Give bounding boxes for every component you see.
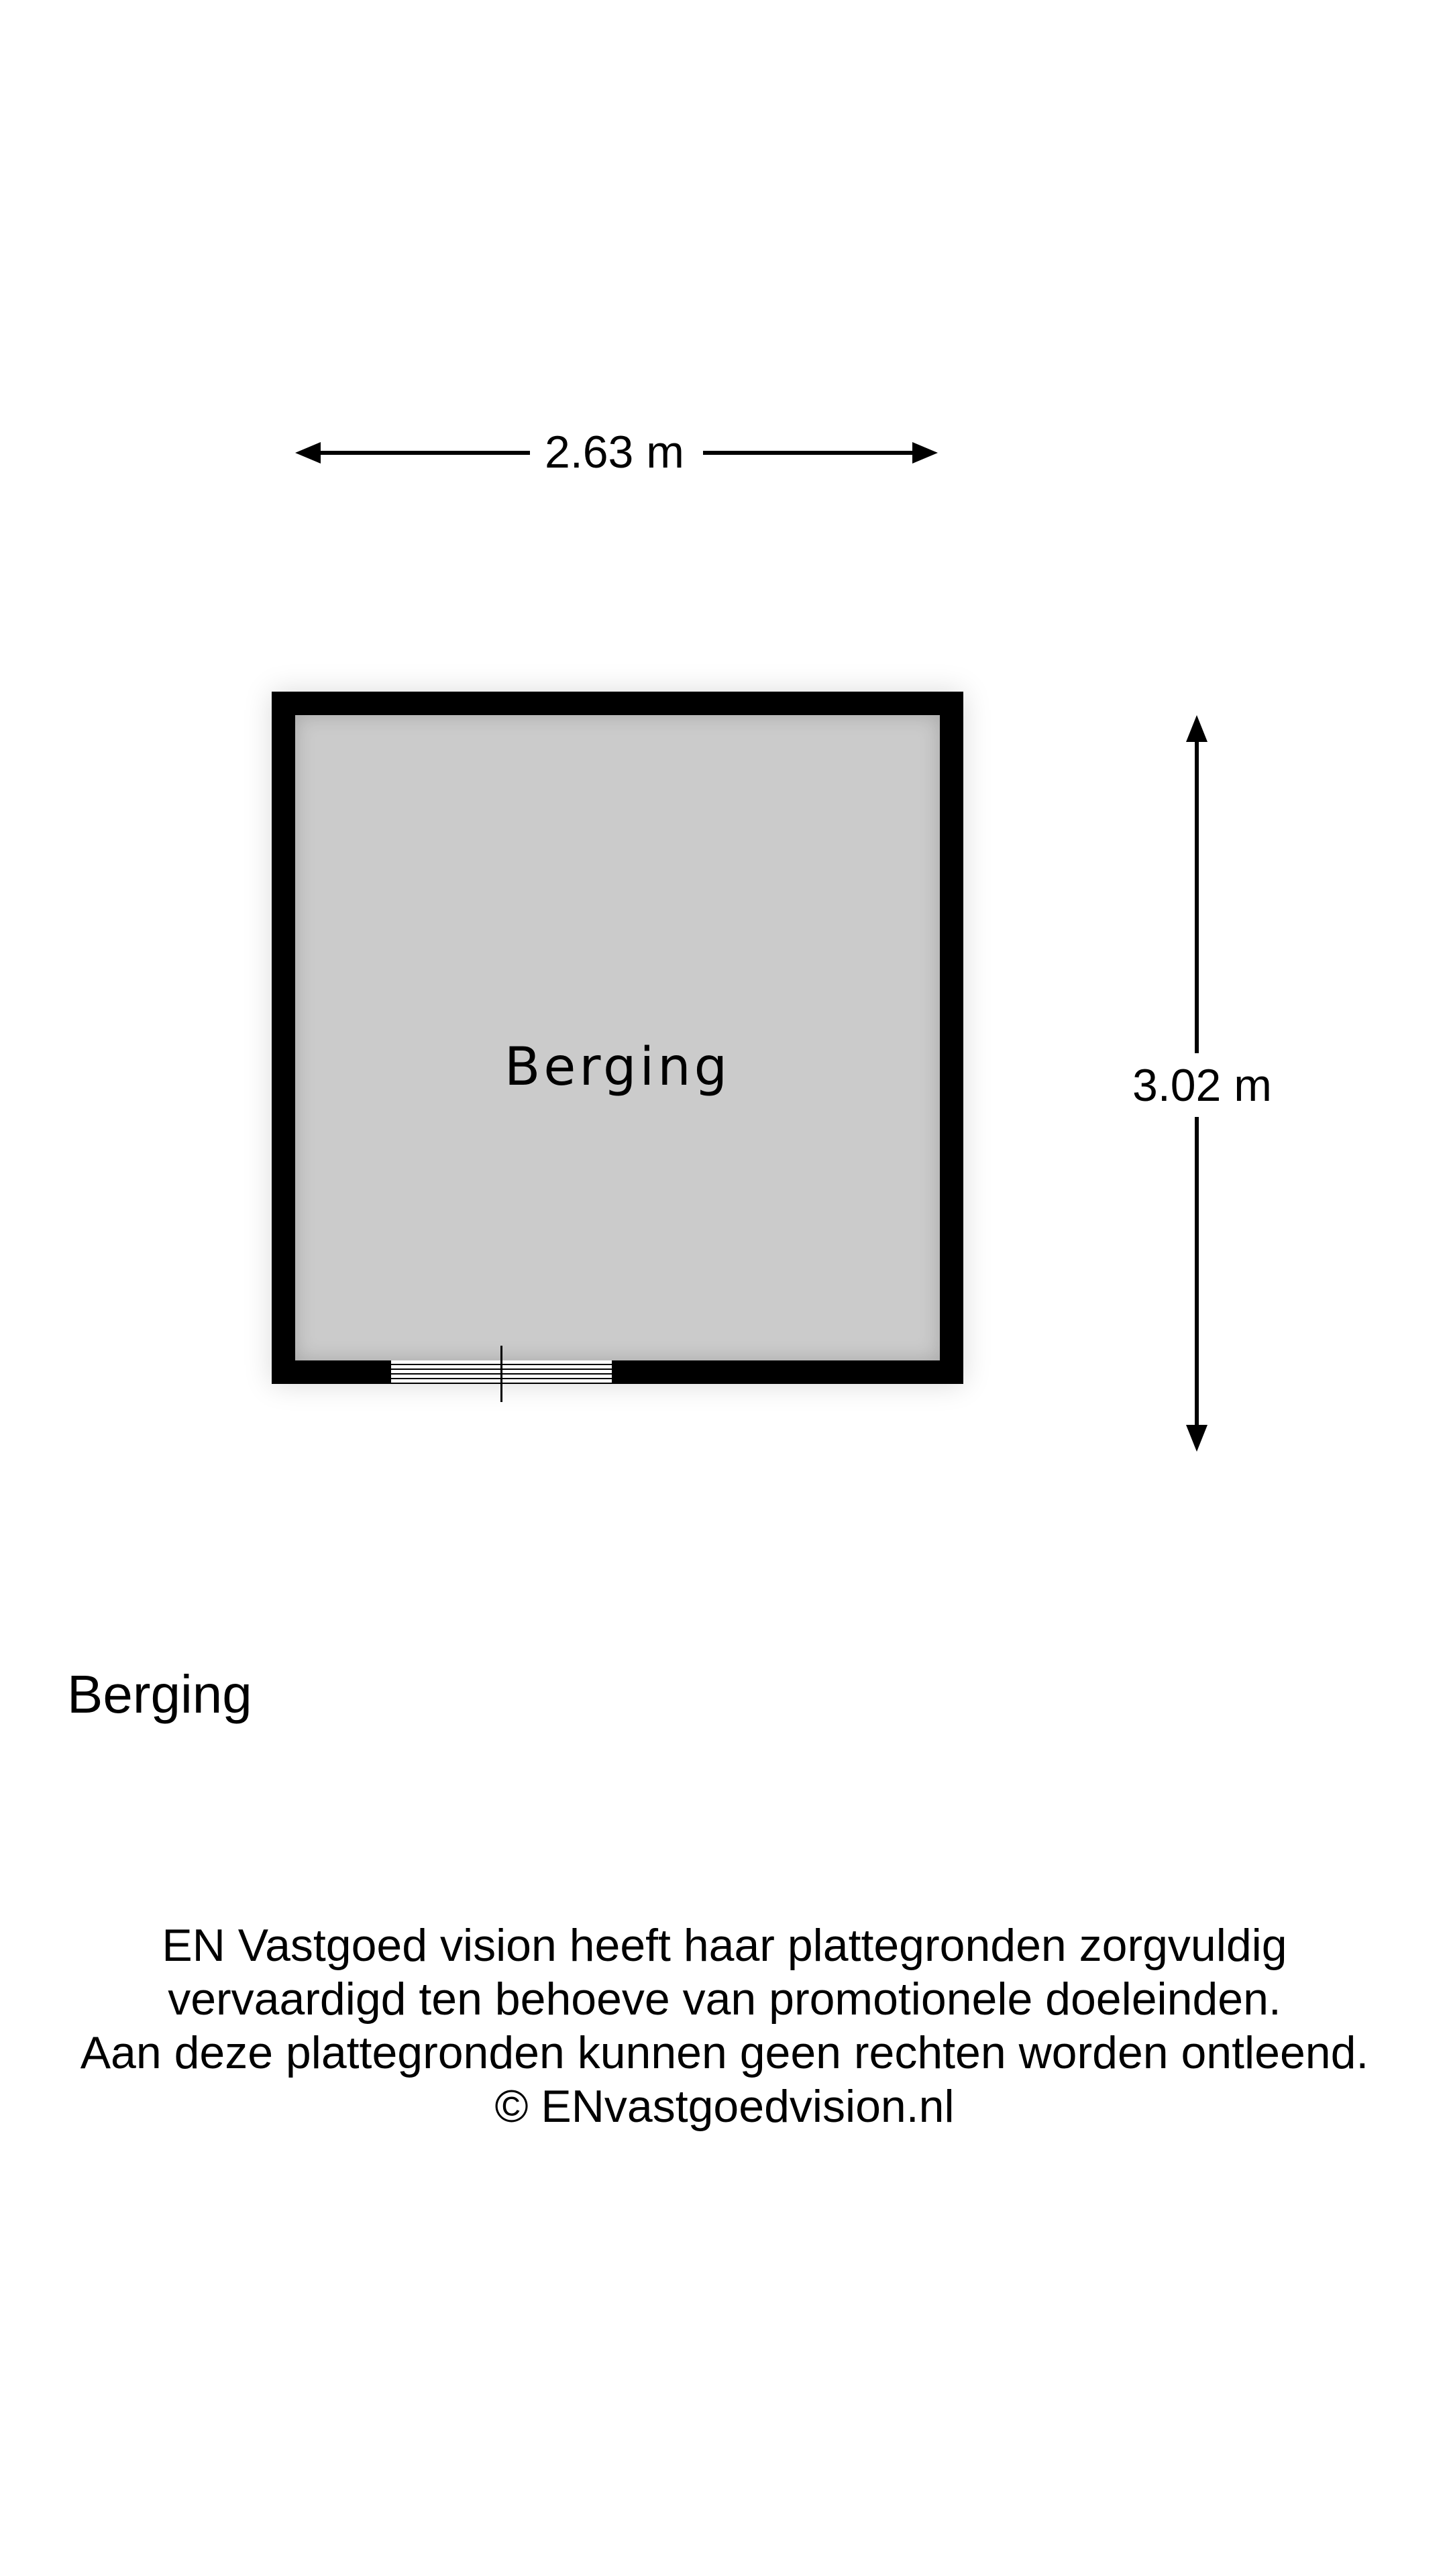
floor-name: Berging — [67, 1664, 252, 1724]
disclaimer-line: EN Vastgoed vision heeft haar plattegronden zorgvuldig — [162, 1920, 1287, 1971]
room-label: Berging — [504, 1037, 731, 1097]
depth-label: 3.02 m — [1132, 1060, 1272, 1111]
room-floor — [295, 715, 940, 1360]
disclaimer — [0, 1919, 1449, 2133]
dimension-line-right — [703, 451, 924, 455]
disclaimer-line: Aan deze plattegronden kunnen geen rechten worden ontleend. — [80, 2027, 1369, 2078]
dimension-line-bottom — [1195, 1117, 1199, 1432]
width-label: 2.63 m — [545, 427, 684, 478]
copyright-line: © ENvastgoedvision.nl — [494, 2081, 955, 2132]
dimension-line-top — [1195, 738, 1199, 1053]
disclaimer-line: vervaardigd ten behoeve van promotionele doeleinden. — [168, 1974, 1281, 2025]
dimension-line-left — [315, 451, 530, 455]
room-walls — [272, 692, 963, 1384]
window-marker — [500, 1346, 502, 1402]
